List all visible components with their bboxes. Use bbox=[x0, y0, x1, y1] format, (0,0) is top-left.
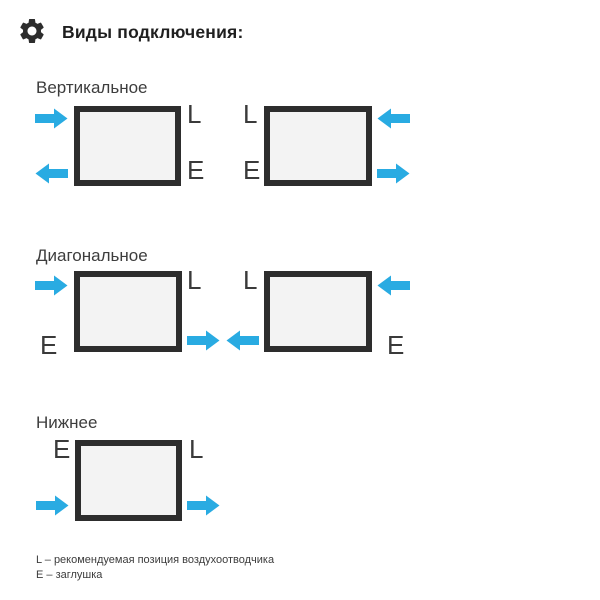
flow-out-arrow bbox=[187, 495, 220, 516]
plug-marker: E bbox=[387, 330, 405, 360]
plug-marker: E bbox=[53, 434, 71, 464]
gear-icon bbox=[17, 16, 47, 46]
radiator-bottom bbox=[75, 440, 182, 521]
flow-out-arrow bbox=[187, 330, 220, 351]
radiator-vertical-right bbox=[264, 106, 372, 186]
plug-marker: E bbox=[40, 330, 58, 360]
flow-in-arrow bbox=[36, 495, 69, 516]
flow-in-arrow bbox=[377, 275, 410, 296]
legend-line-air-vent: L – рекомендуемая позиция воздухоотводчика bbox=[36, 554, 275, 566]
plug-marker: E bbox=[243, 155, 261, 185]
air-vent-marker: L bbox=[189, 434, 204, 464]
section-label-diagonal: Диагональное bbox=[36, 246, 148, 265]
legend-line-plug: E – заглушка bbox=[36, 568, 103, 581]
air-vent-marker: L bbox=[243, 265, 258, 295]
flow-in-arrow bbox=[35, 108, 68, 129]
flow-in-arrow bbox=[35, 275, 68, 296]
flow-out-arrow bbox=[35, 163, 68, 184]
flow-out-arrow bbox=[377, 163, 410, 184]
plug-marker: E bbox=[187, 155, 205, 185]
legend bbox=[36, 553, 274, 582]
radiator-vertical-left bbox=[74, 106, 181, 186]
page-title: Виды подключения: bbox=[62, 22, 244, 42]
flow-out-arrow bbox=[226, 330, 259, 351]
section-label-bottom: Нижнее bbox=[36, 413, 98, 432]
radiator-diagonal-left bbox=[74, 271, 182, 352]
radiator-diagonal-right bbox=[264, 271, 372, 352]
air-vent-marker: L bbox=[187, 99, 202, 129]
section-label-vertical: Вертикальное bbox=[36, 78, 148, 97]
flow-in-arrow bbox=[377, 108, 410, 129]
air-vent-marker: L bbox=[187, 265, 202, 295]
air-vent-marker: L bbox=[243, 99, 258, 129]
